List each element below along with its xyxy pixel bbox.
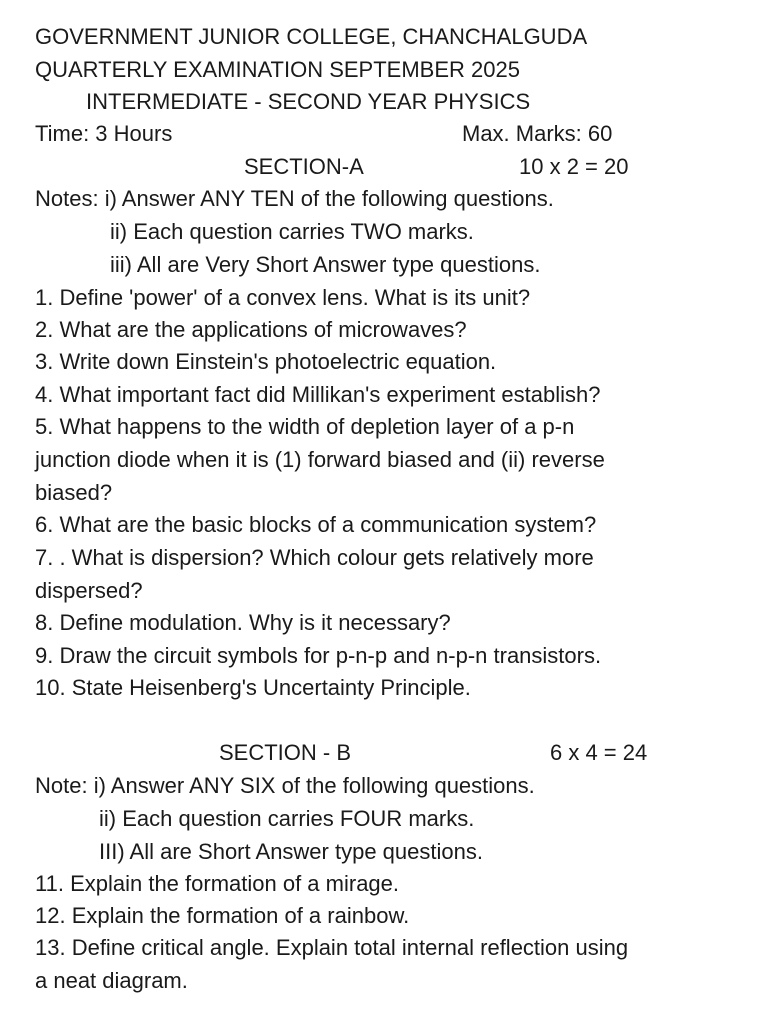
question: 7. . What is dispersion? Which colour gets relatively more: [35, 545, 594, 570]
section-a-note: iii) All are Very Short Answer type questions.: [110, 252, 541, 277]
college-name: GOVERNMENT JUNIOR COLLEGE, CHANCHALGUDA: [35, 24, 588, 49]
section-a-marks: 10 x 2 = 20: [519, 154, 629, 179]
question: 5. What happens to the width of depletion layer of a p-n: [35, 414, 575, 439]
question: 9. Draw the circuit symbols for p-n-p and n-p-n transistors.: [35, 643, 602, 668]
section-b-note: ii) Each question carries FOUR marks.: [99, 806, 475, 831]
question-continuation: junction diode when it is (1) forward biased and (ii) reverse: [35, 447, 605, 472]
max-marks: Max. Marks: 60: [462, 121, 613, 146]
section-a-note: ii) Each question carries TWO marks.: [110, 219, 474, 244]
question: 3. Write down Einstein's photoelectric equation.: [35, 349, 497, 374]
question: 1. Define 'power' of a convex lens. What is its unit?: [35, 285, 531, 310]
question: 12. Explain the formation of a rainbow.: [35, 903, 410, 928]
section-a-note: Notes: i) Answer ANY TEN of the following questions.: [35, 186, 554, 211]
question-continuation: biased?: [35, 480, 113, 505]
question: 11. Explain the formation of a mirage.: [35, 871, 400, 896]
question: 4. What important fact did Millikan's experiment establish?: [35, 382, 601, 407]
question-continuation: a neat diagram.: [35, 968, 188, 993]
question: 10. State Heisenberg's Uncertainty Principle.: [35, 675, 471, 700]
question: 2. What are the applications of microwaves?: [35, 317, 467, 342]
exam-title: QUARTERLY EXAMINATION SEPTEMBER 2025: [35, 57, 520, 82]
question: 6. What are the basic blocks of a communication system?: [35, 512, 597, 537]
section-b-marks: 6 x 4 = 24: [550, 740, 648, 765]
section-a-title: SECTION-A: [244, 154, 364, 179]
section-b-note: Note: i) Answer ANY SIX of the following questions.: [35, 773, 535, 798]
question: 8. Define modulation. Why is it necessary?: [35, 610, 451, 635]
section-b-note: III) All are Short Answer type questions.: [99, 839, 483, 864]
question: 13. Define critical angle. Explain total internal reflection using: [35, 935, 629, 960]
question-continuation: dispersed?: [35, 578, 143, 603]
subject-title: INTERMEDIATE - SECOND YEAR PHYSICS: [86, 89, 531, 114]
section-b-title: SECTION - B: [219, 740, 352, 765]
exam-time: Time: 3 Hours: [35, 121, 173, 146]
